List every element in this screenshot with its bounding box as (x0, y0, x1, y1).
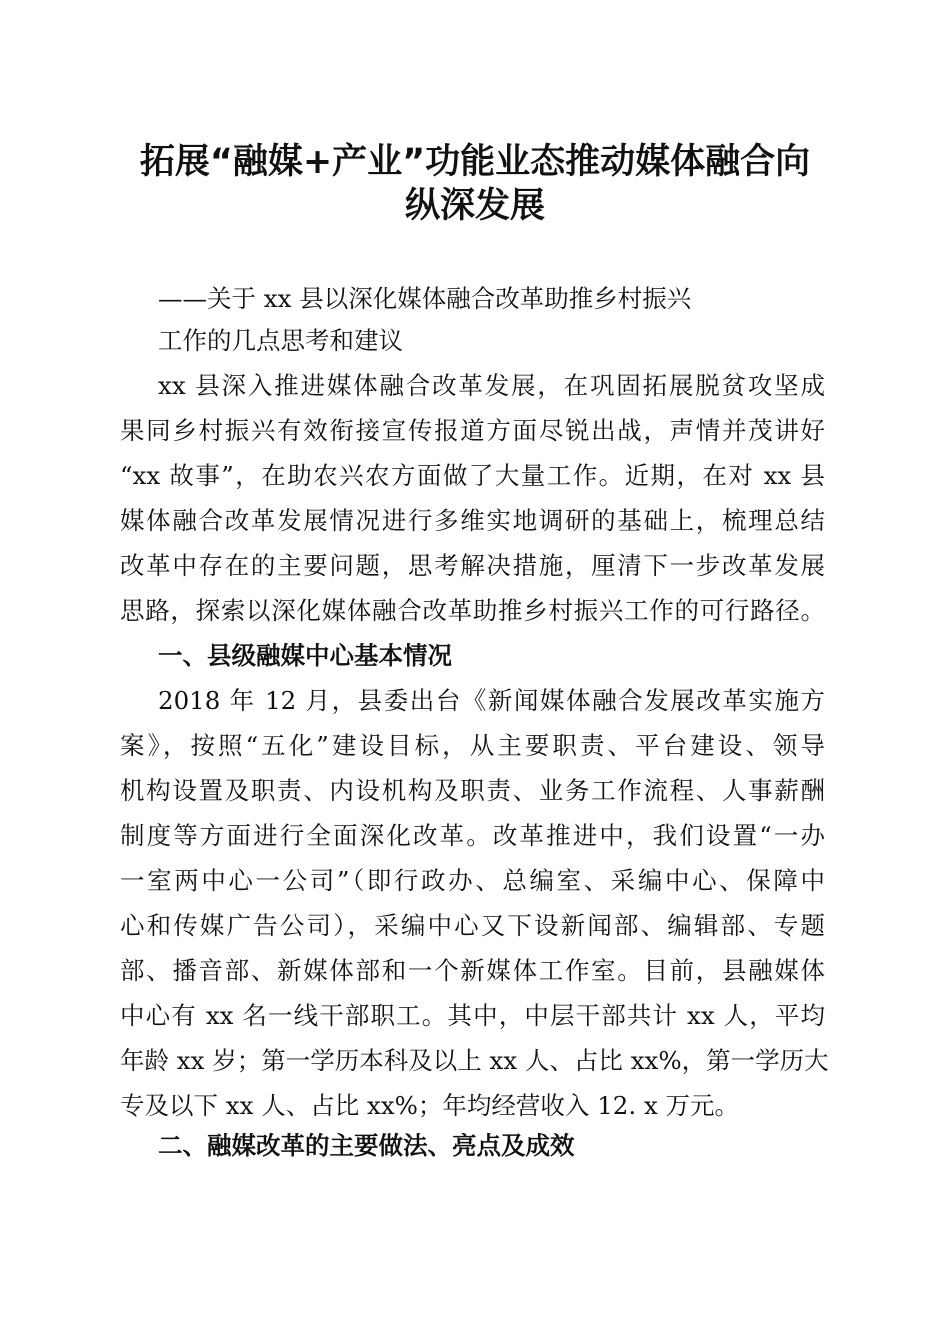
section1-line: 机构设置及职责、内设机构及职责、业务工作流程、人事薪酬 (120, 776, 825, 805)
intro-line: “xx 故事”，在助农兴农方面做了大量工作。近期，在对 xx 县 (120, 461, 825, 490)
section1-line: 心和传媒广告公司），采编中心又下设新闻部、编辑部、专题 (120, 911, 825, 940)
section1-line: 2018 年 12 月，县委出台《新闻媒体融合发展改革实施方 (158, 686, 825, 715)
section1-line: 一室两中心一公司”（即行政办、总编室、采编中心、保障中 (120, 866, 825, 895)
intro-line: 思路，探索以深化媒体融合改革助推乡村振兴工作的可行路径。 (120, 596, 825, 625)
intro-line: xx 县深入推进媒体融合改革发展，在巩固拓展脱贫攻坚成 (158, 371, 825, 400)
intro-line: 媒体融合改革发展情况进行多维实地调研的基础上，梳理总结 (120, 506, 825, 535)
section1-line: 年龄 xx 岁；第一学历本科及以上 xx 人、占比 xx%，第一学历大 (120, 1046, 829, 1075)
document-title-line-1: 拓展“融媒+产业”功能业态推动媒体融合向 (139, 142, 811, 182)
document-title-line-2: 纵深发展 (404, 186, 545, 226)
section1-line: 案》，按照“五化”建设目标，从主要职责、平台建设、领导 (120, 731, 825, 760)
section-heading-1: 一、县级融媒中心基本情况 (158, 641, 452, 670)
section1-line: 部、播音部、新媒体部和一个新媒体工作室。目前，县融媒体 (120, 956, 825, 985)
section1-line: 专及以下 xx 人、占比 xx%；年均经营收入 12. x 万元。 (120, 1091, 740, 1120)
section1-line: 中心有 xx 名一线干部职工。其中，中层干部共计 xx 人，平均 (120, 1001, 825, 1030)
intro-line: 改革中存在的主要问题，思考解决措施，厘清下一步改革发展 (120, 551, 825, 580)
subtitle-line-2: 工作的几点思考和建议 (158, 326, 403, 355)
subtitle-line-1: ——关于 xx 县以深化媒体融合改革助推乡村振兴 (158, 284, 692, 313)
section1-line: 制度等方面进行全面深化改革。改革推进中，我们设置“一办 (120, 821, 825, 850)
section-heading-2: 二、融媒改革的主要做法、亮点及成效 (158, 1131, 575, 1160)
intro-line: 果同乡村振兴有效衔接宣传报道方面尽锐出战，声情并茂讲好 (120, 416, 825, 445)
